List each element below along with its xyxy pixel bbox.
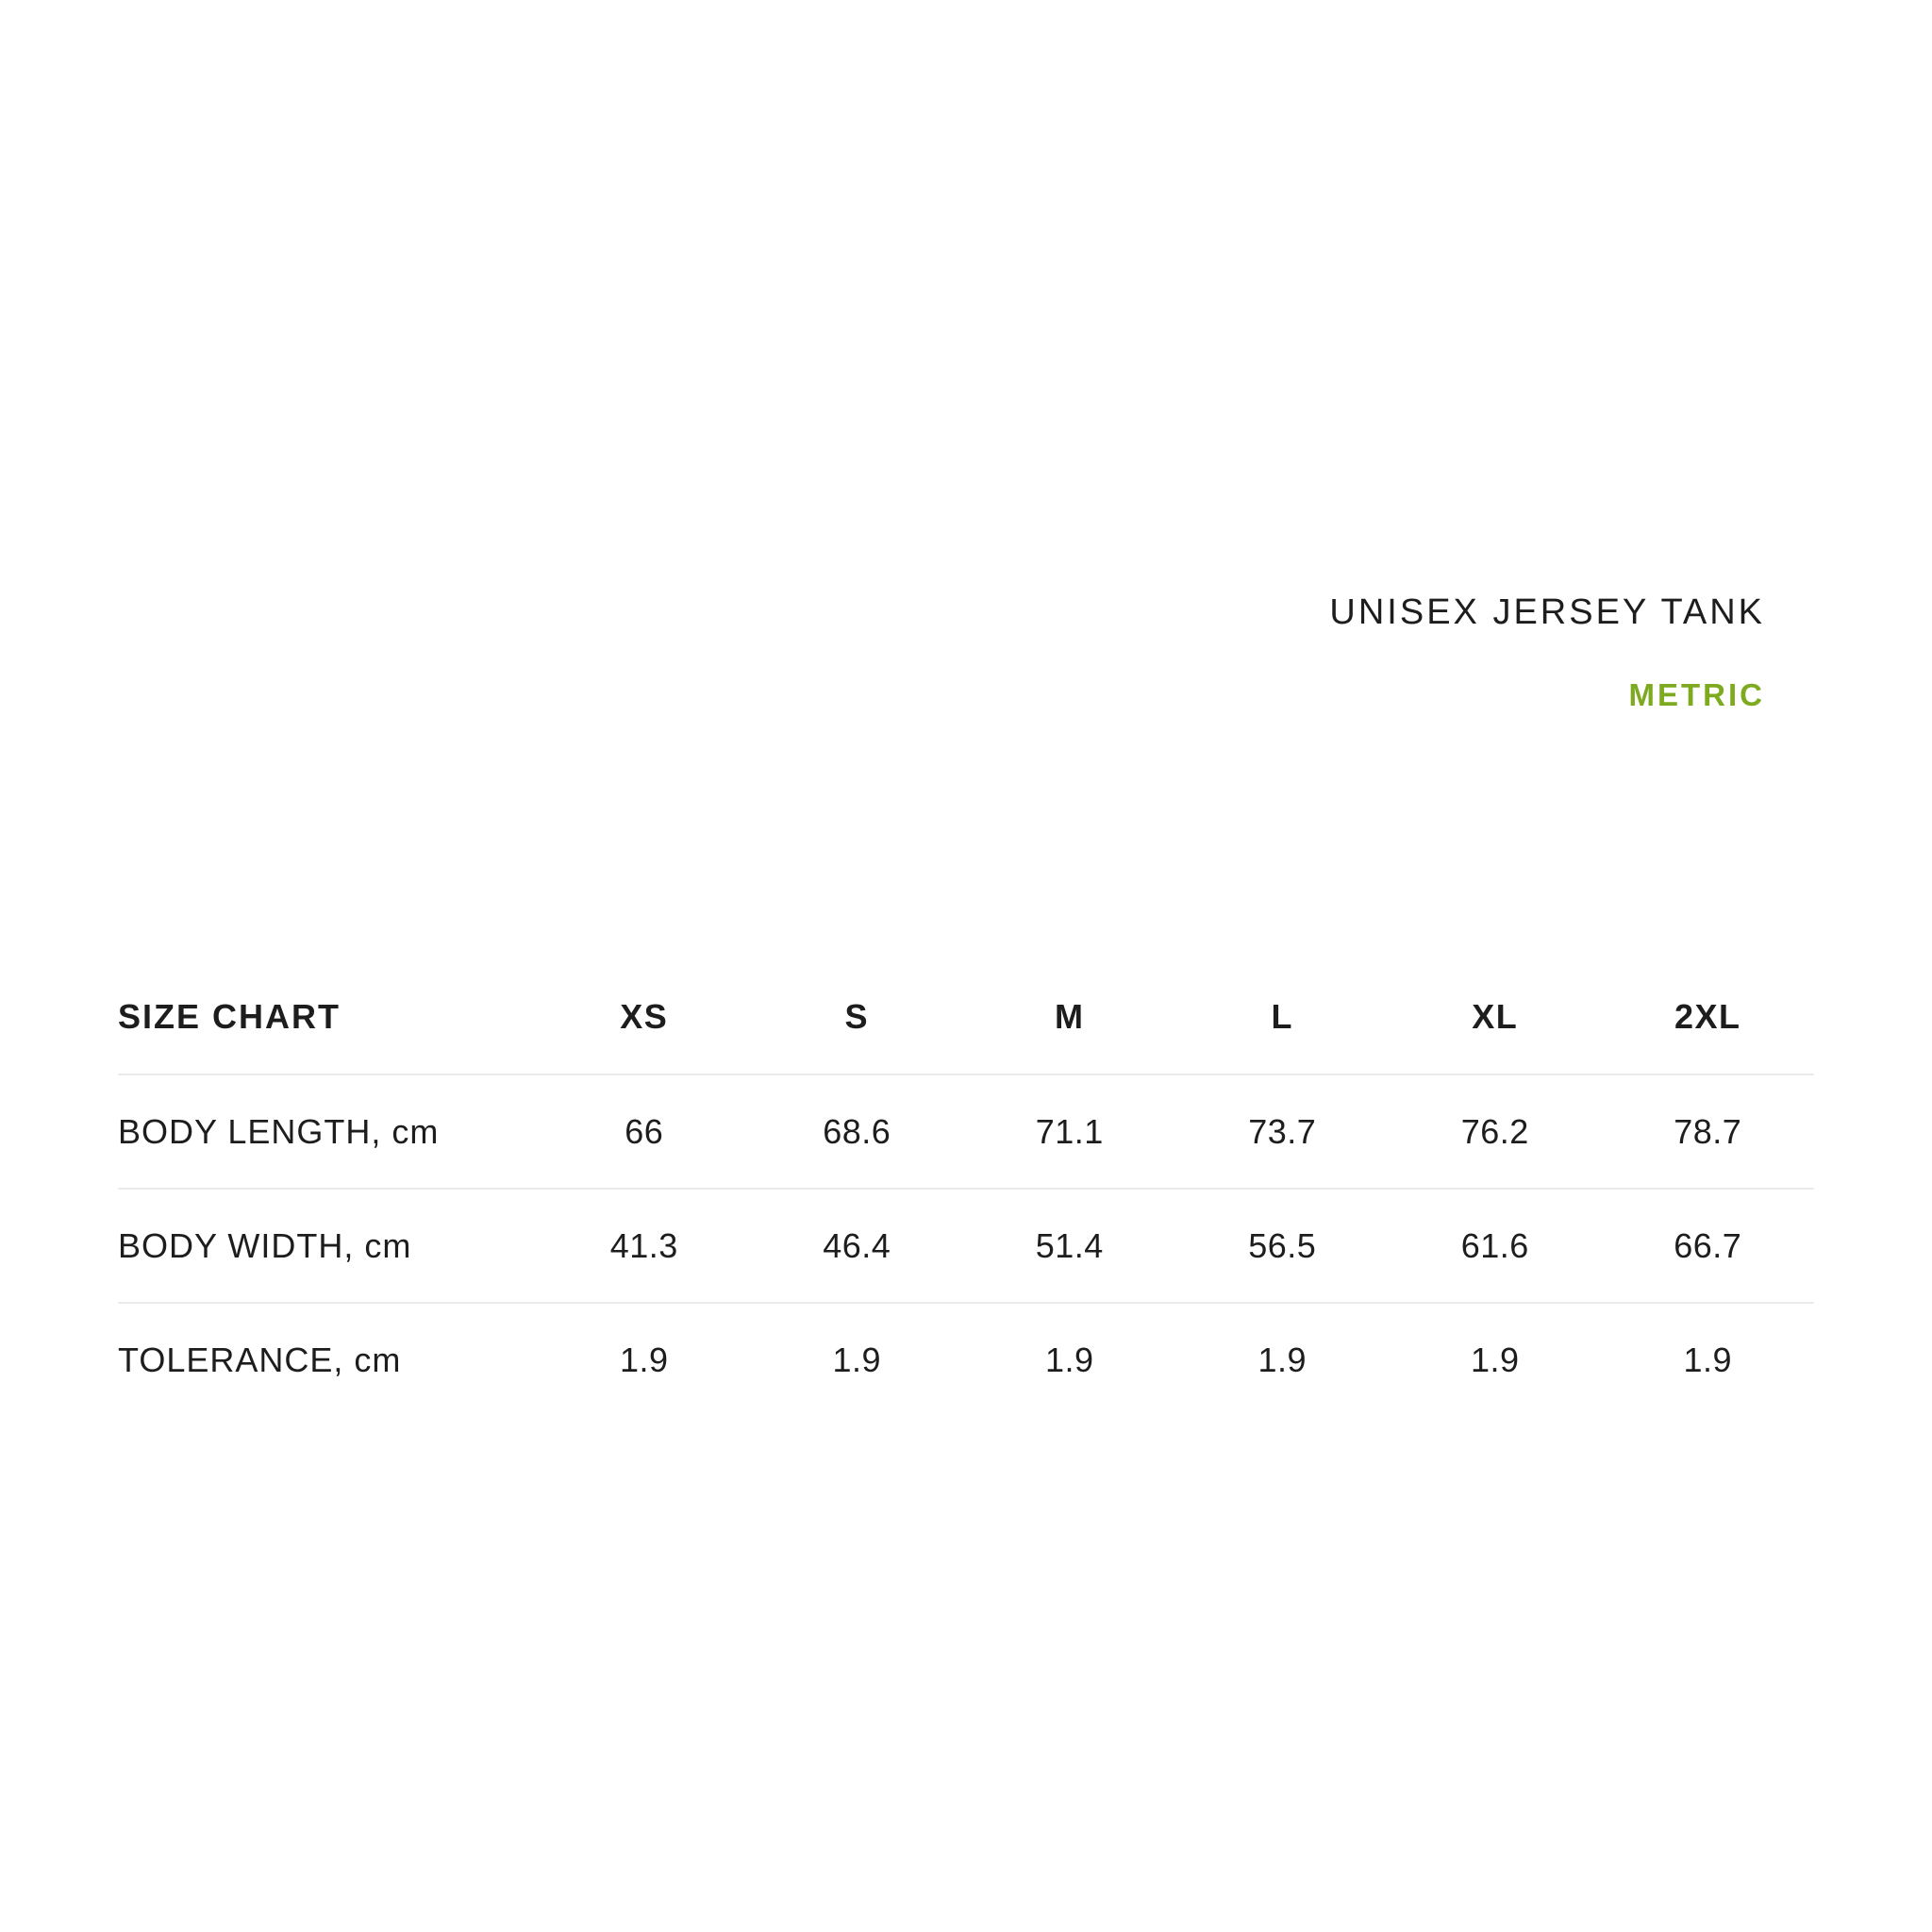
size-chart-title: SIZE CHART	[118, 997, 341, 1036]
cell-value: 1.9	[832, 1341, 882, 1379]
size-header-s: S	[844, 997, 869, 1036]
cell-value: 51.4	[1035, 1225, 1104, 1265]
table-row-body-length	[118, 1074, 1814, 1189]
size-header-l: L	[1271, 997, 1293, 1036]
size-header-xs: XS	[620, 997, 669, 1036]
cell-value: 68.6	[823, 1111, 891, 1151]
cell-value: 66.7	[1674, 1225, 1742, 1265]
cell-value: 1.9	[1470, 1341, 1520, 1379]
size-header-xl: XL	[1472, 997, 1519, 1036]
cell-value: 73.7	[1248, 1111, 1317, 1151]
size-header-m: M	[1055, 997, 1085, 1036]
row-label: BODY WIDTH, cm	[118, 1225, 412, 1265]
cell-value: 71.1	[1035, 1111, 1104, 1151]
table-row-body-width	[118, 1189, 1814, 1303]
title-block	[1329, 594, 1765, 710]
cell-value: 46.4	[823, 1225, 891, 1265]
cell-value: 76.2	[1460, 1111, 1529, 1151]
cell-value: 78.7	[1674, 1111, 1742, 1151]
cell-value: 1.9	[1683, 1341, 1733, 1379]
cell-value: 61.6	[1460, 1225, 1529, 1265]
cell-value: 66	[625, 1111, 664, 1151]
metric-unit-toggle[interactable]: METRIC	[1628, 677, 1765, 712]
cell-value: 1.9	[619, 1341, 669, 1379]
cell-value: 1.9	[1257, 1341, 1307, 1379]
row-label: TOLERANCE, cm	[118, 1341, 402, 1379]
size-chart-table	[118, 960, 1814, 1417]
cell-value: 56.5	[1248, 1225, 1317, 1265]
page-title: UNISEX JERSEY TANK	[1329, 592, 1765, 632]
cell-value: 41.3	[609, 1225, 678, 1265]
size-header-2xl: 2XL	[1674, 997, 1741, 1036]
row-label: BODY LENGTH, cm	[118, 1111, 440, 1151]
table-row-tolerance	[118, 1303, 1814, 1417]
size-chart-header-row	[118, 960, 1814, 1074]
cell-value: 1.9	[1044, 1341, 1094, 1379]
